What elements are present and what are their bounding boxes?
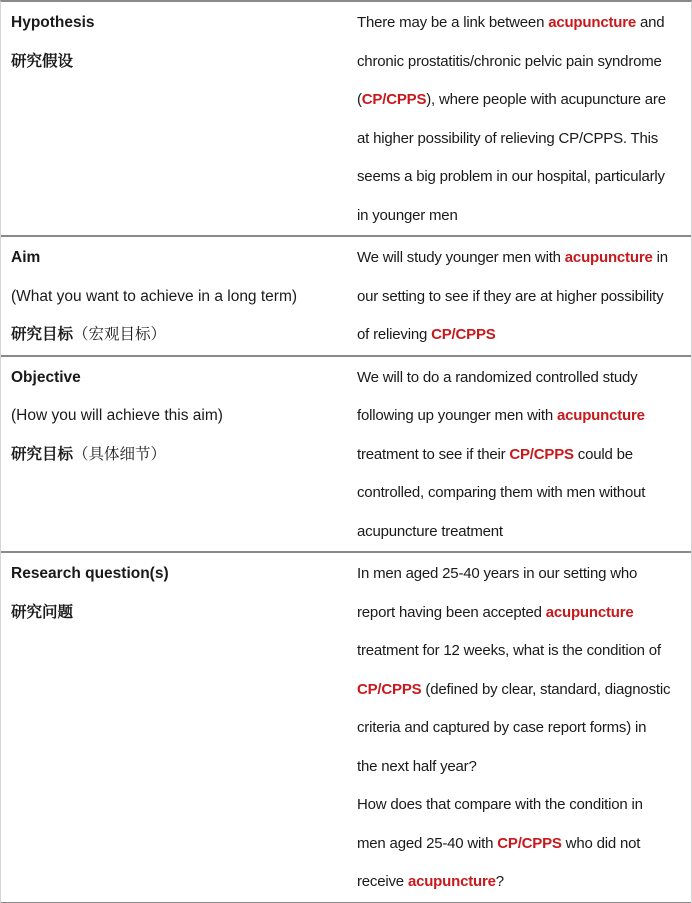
text-segment: 研究假设: [11, 52, 74, 70]
text-line: [357, 316, 691, 355]
text-line: [11, 397, 347, 436]
text-segment: in younger men: [357, 206, 458, 224]
highlighted-term: CP/CPPS: [361, 91, 427, 108]
text-line: [357, 474, 691, 513]
text-line: [357, 43, 691, 82]
text-segment: (How you will achieve this aim): [11, 407, 223, 424]
text-segment: seems a big problem in our hospital, particularly: [357, 168, 665, 185]
content-cell: [347, 2, 691, 235]
text-line: [357, 397, 691, 436]
content-cell: [347, 553, 691, 902]
highlighted-term: acupuncture: [548, 14, 637, 31]
text-segment: who did not: [561, 834, 641, 852]
text-segment: criteria and captured by case report forms) in: [357, 719, 647, 736]
text-segment: the next half year?: [357, 757, 477, 775]
highlighted-term: acupuncture: [545, 603, 634, 621]
text-segment: 研究问题: [11, 603, 74, 621]
highlighted-term: CP/CPPS: [357, 680, 422, 698]
text-line: [357, 197, 691, 236]
text-segment: receive: [357, 873, 408, 890]
text-segment: acupuncture treatment: [357, 522, 503, 540]
text-line: [357, 671, 691, 710]
text-segment: in: [652, 249, 668, 266]
text-segment: treatment for 12 weeks, what is the condition of: [357, 642, 661, 659]
text-segment: We will to do a randomized controlled study: [357, 368, 638, 386]
text-line: [11, 239, 347, 278]
text-segment: treatment to see if their: [357, 445, 510, 463]
text-segment: （宏观目标）: [73, 326, 167, 343]
label-cell: [1, 2, 347, 235]
text-line: [357, 825, 691, 864]
text-segment: (: [357, 91, 362, 108]
text-segment: at higher possibility of relieving CP/CPPS. This: [357, 129, 659, 147]
text-line: [357, 748, 691, 787]
text-segment: （具体细节）: [73, 445, 167, 463]
text-line: [11, 359, 347, 398]
text-segment: could be: [573, 445, 633, 463]
text-line: [357, 158, 691, 197]
table-row-research-questions: [1, 553, 691, 903]
text-segment: and: [636, 14, 665, 31]
label-cell: [1, 553, 347, 902]
text-segment: controlled, comparing them with men without: [357, 484, 646, 501]
content-cell: [347, 237, 691, 355]
highlighted-term: CP/CPPS: [431, 326, 496, 343]
text-segment: Aim: [11, 249, 41, 266]
text-line: [11, 278, 347, 317]
text-line: [11, 4, 347, 43]
text-segment: chronic prostatitis/chronic pelvic pain syndrome: [357, 52, 662, 70]
text-segment: ), where people with acupuncture are: [426, 91, 666, 108]
text-line: [357, 359, 691, 398]
table-row-aim: [1, 237, 691, 357]
text-line: [11, 316, 347, 355]
text-segment: 研究目标: [11, 326, 74, 343]
text-segment: Objective: [11, 368, 81, 386]
text-line: [357, 632, 691, 671]
text-line: [357, 436, 691, 475]
highlighted-term: acupuncture: [407, 873, 496, 890]
highlighted-term: acupuncture: [556, 407, 645, 424]
text-segment: In men aged 25-40 years in our setting who: [357, 565, 638, 582]
table-row-hypothesis: [1, 2, 691, 237]
text-segment: There may be a link between: [357, 14, 549, 31]
text-line: [357, 513, 691, 552]
text-line: [11, 43, 347, 82]
text-line: [357, 278, 691, 317]
text-line: [357, 81, 691, 120]
text-segment: following up younger men with: [357, 407, 557, 424]
text-line: [357, 120, 691, 159]
highlighted-term: CP/CPPS: [509, 445, 574, 463]
text-segment: of relieving: [357, 326, 432, 343]
text-segment: men aged 25-40 with: [357, 834, 498, 852]
text-segment: ?: [495, 873, 504, 890]
text-line: [357, 239, 691, 278]
text-line: [11, 555, 347, 594]
text-line: [357, 786, 691, 825]
label-cell: [1, 357, 347, 552]
text-line: [11, 594, 347, 633]
text-line: [357, 863, 691, 902]
text-segment: report having been accepted: [357, 603, 546, 621]
text-line: [357, 594, 691, 633]
label-cell: [1, 237, 347, 355]
table-row-objective: [1, 357, 691, 554]
text-line: [357, 709, 691, 748]
text-segment: Hypothesis: [11, 14, 95, 31]
highlighted-term: acupuncture: [564, 249, 653, 266]
text-segment: We will study younger men with: [357, 249, 565, 266]
text-line: [357, 4, 691, 43]
text-segment: our setting to see if they are at higher possibility: [357, 287, 664, 305]
text-line: [357, 555, 691, 594]
text-segment: 研究目标: [11, 445, 74, 463]
text-segment: (defined by clear, standard, diagnostic: [421, 680, 671, 698]
text-segment: Research question(s): [11, 565, 169, 582]
content-cell: [347, 357, 691, 552]
highlighted-term: CP/CPPS: [497, 834, 562, 852]
text-line: [11, 436, 347, 475]
text-segment: (What you want to achieve in a long term): [11, 287, 298, 305]
text-segment: How does that compare with the condition in: [357, 796, 643, 813]
